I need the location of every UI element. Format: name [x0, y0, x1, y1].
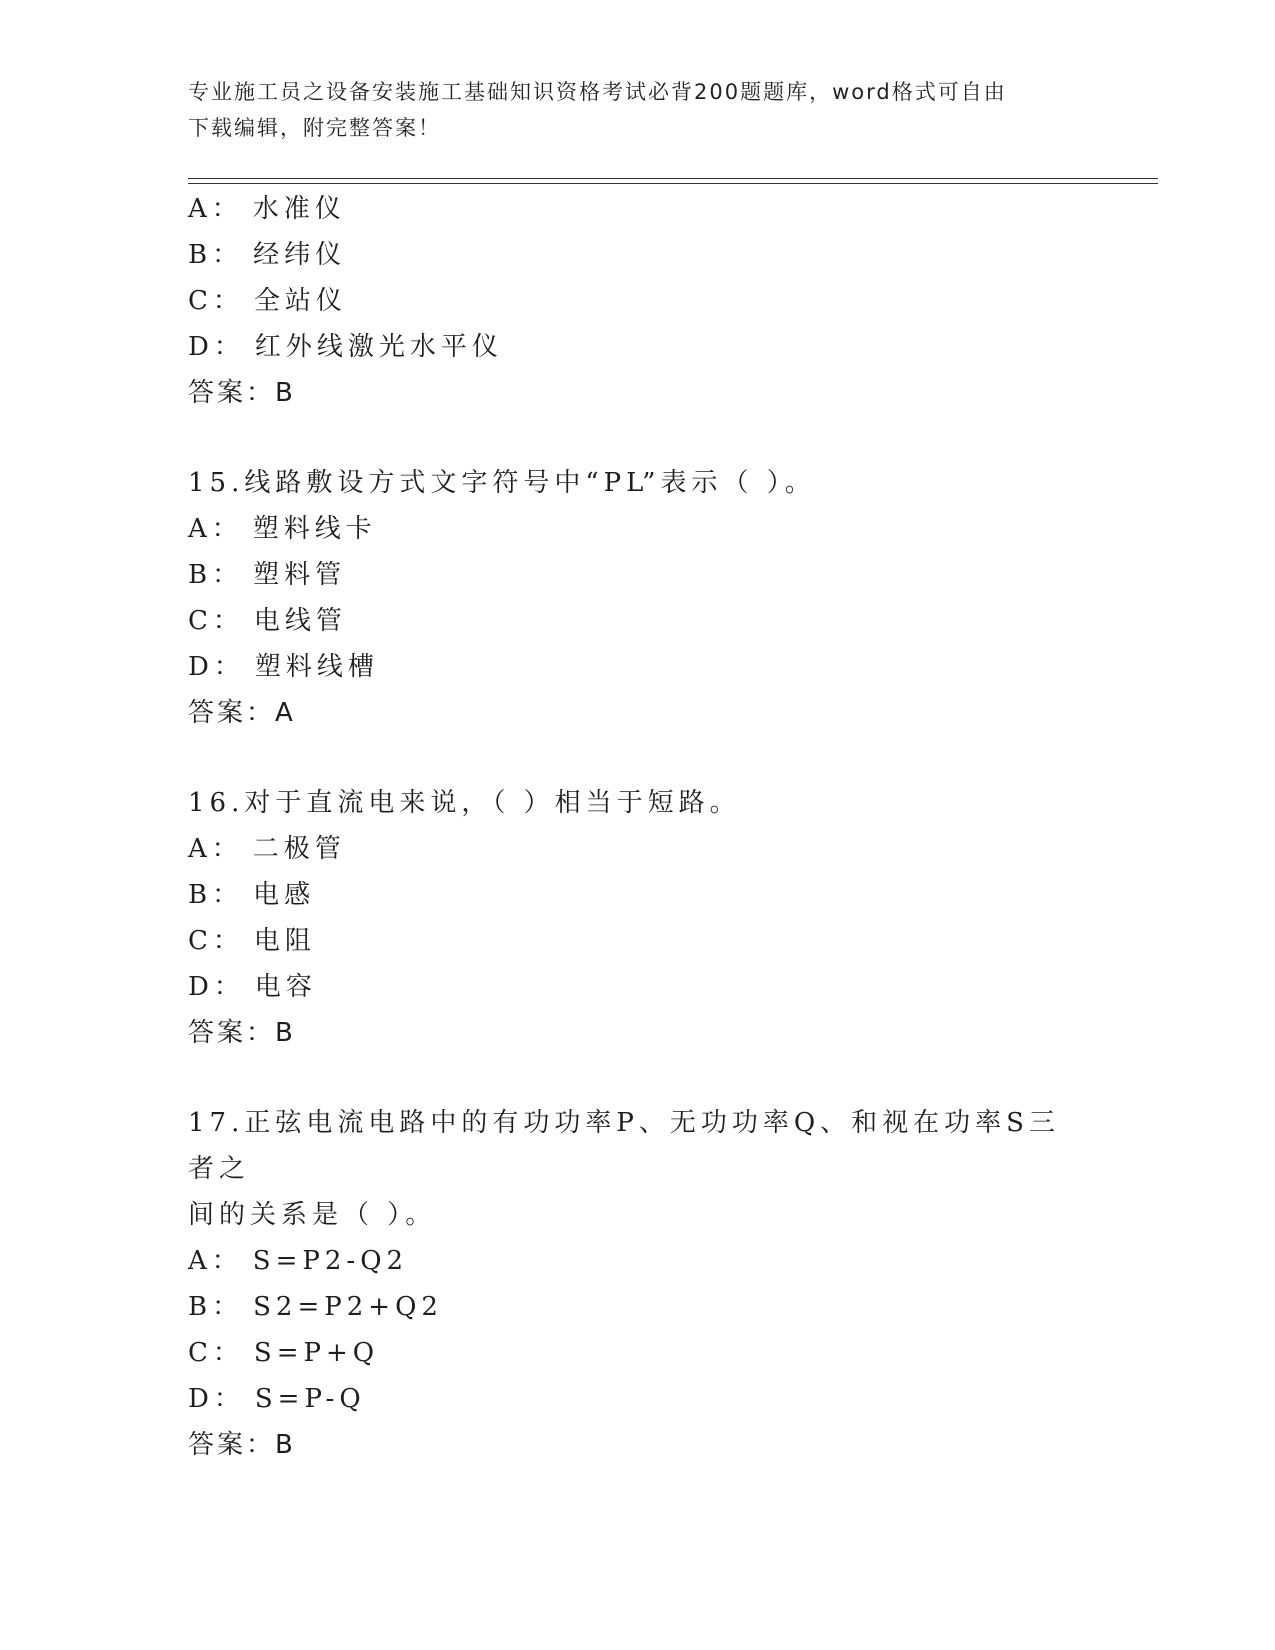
answer-text: 答案：A	[188, 698, 296, 728]
option-d: D： 电容	[188, 972, 317, 1002]
option-d: D： S=P-Q	[188, 1384, 366, 1414]
answer-text: 答案：B	[188, 378, 296, 408]
option-c: C： 电阻	[188, 926, 316, 956]
header-title-line2: 下载编辑，附完整答案！	[188, 116, 441, 140]
header-title-line1: 专业施工员之设备安装施工基础知识资格考试必背200题题库，word格式可自由	[188, 80, 1007, 104]
option-b: B： S2=P2+Q2	[188, 1292, 443, 1322]
option-d: D： 塑料线槽	[188, 652, 379, 682]
option-d: D： 红外线激光水平仪	[188, 332, 503, 362]
option-b: B： 电感	[188, 880, 316, 910]
option-c: C： 电线管	[188, 606, 347, 636]
question-stem: 16.对于直流电来说，（ ）相当于短路。	[188, 788, 741, 818]
question-stem-line2: 间的关系是（ ）。	[188, 1200, 437, 1230]
option-b: B： 经纬仪	[188, 240, 347, 270]
option-a: A： 塑料线卡	[188, 514, 377, 544]
question-16	[188, 780, 1088, 1056]
header-divider-top	[188, 178, 1158, 179]
answer-text: 答案：B	[188, 1018, 296, 1048]
document-header	[188, 74, 1068, 146]
question-stem: 15.线路敷设方式文字符号中“PL”表示（ ）。	[188, 468, 816, 498]
option-a: A： 水准仪	[188, 194, 346, 224]
header-divider-bottom	[188, 183, 1158, 184]
question-15	[188, 460, 1088, 736]
option-a: A： 二极管	[188, 834, 346, 864]
question-stem-line1: 17.正弦电流电路中的有功功率P、无功功率Q、和视在功率S三者之	[188, 1108, 1060, 1184]
option-c: C： 全站仪	[188, 286, 347, 316]
question-17	[188, 1100, 1088, 1468]
option-a: A： S=P2-Q2	[188, 1246, 409, 1276]
answer-text: 答案：B	[188, 1430, 296, 1460]
option-c: C： S=P+Q	[188, 1338, 380, 1368]
option-b: B： 塑料管	[188, 560, 347, 590]
question-14	[188, 186, 1088, 416]
question-list	[188, 186, 1088, 1468]
